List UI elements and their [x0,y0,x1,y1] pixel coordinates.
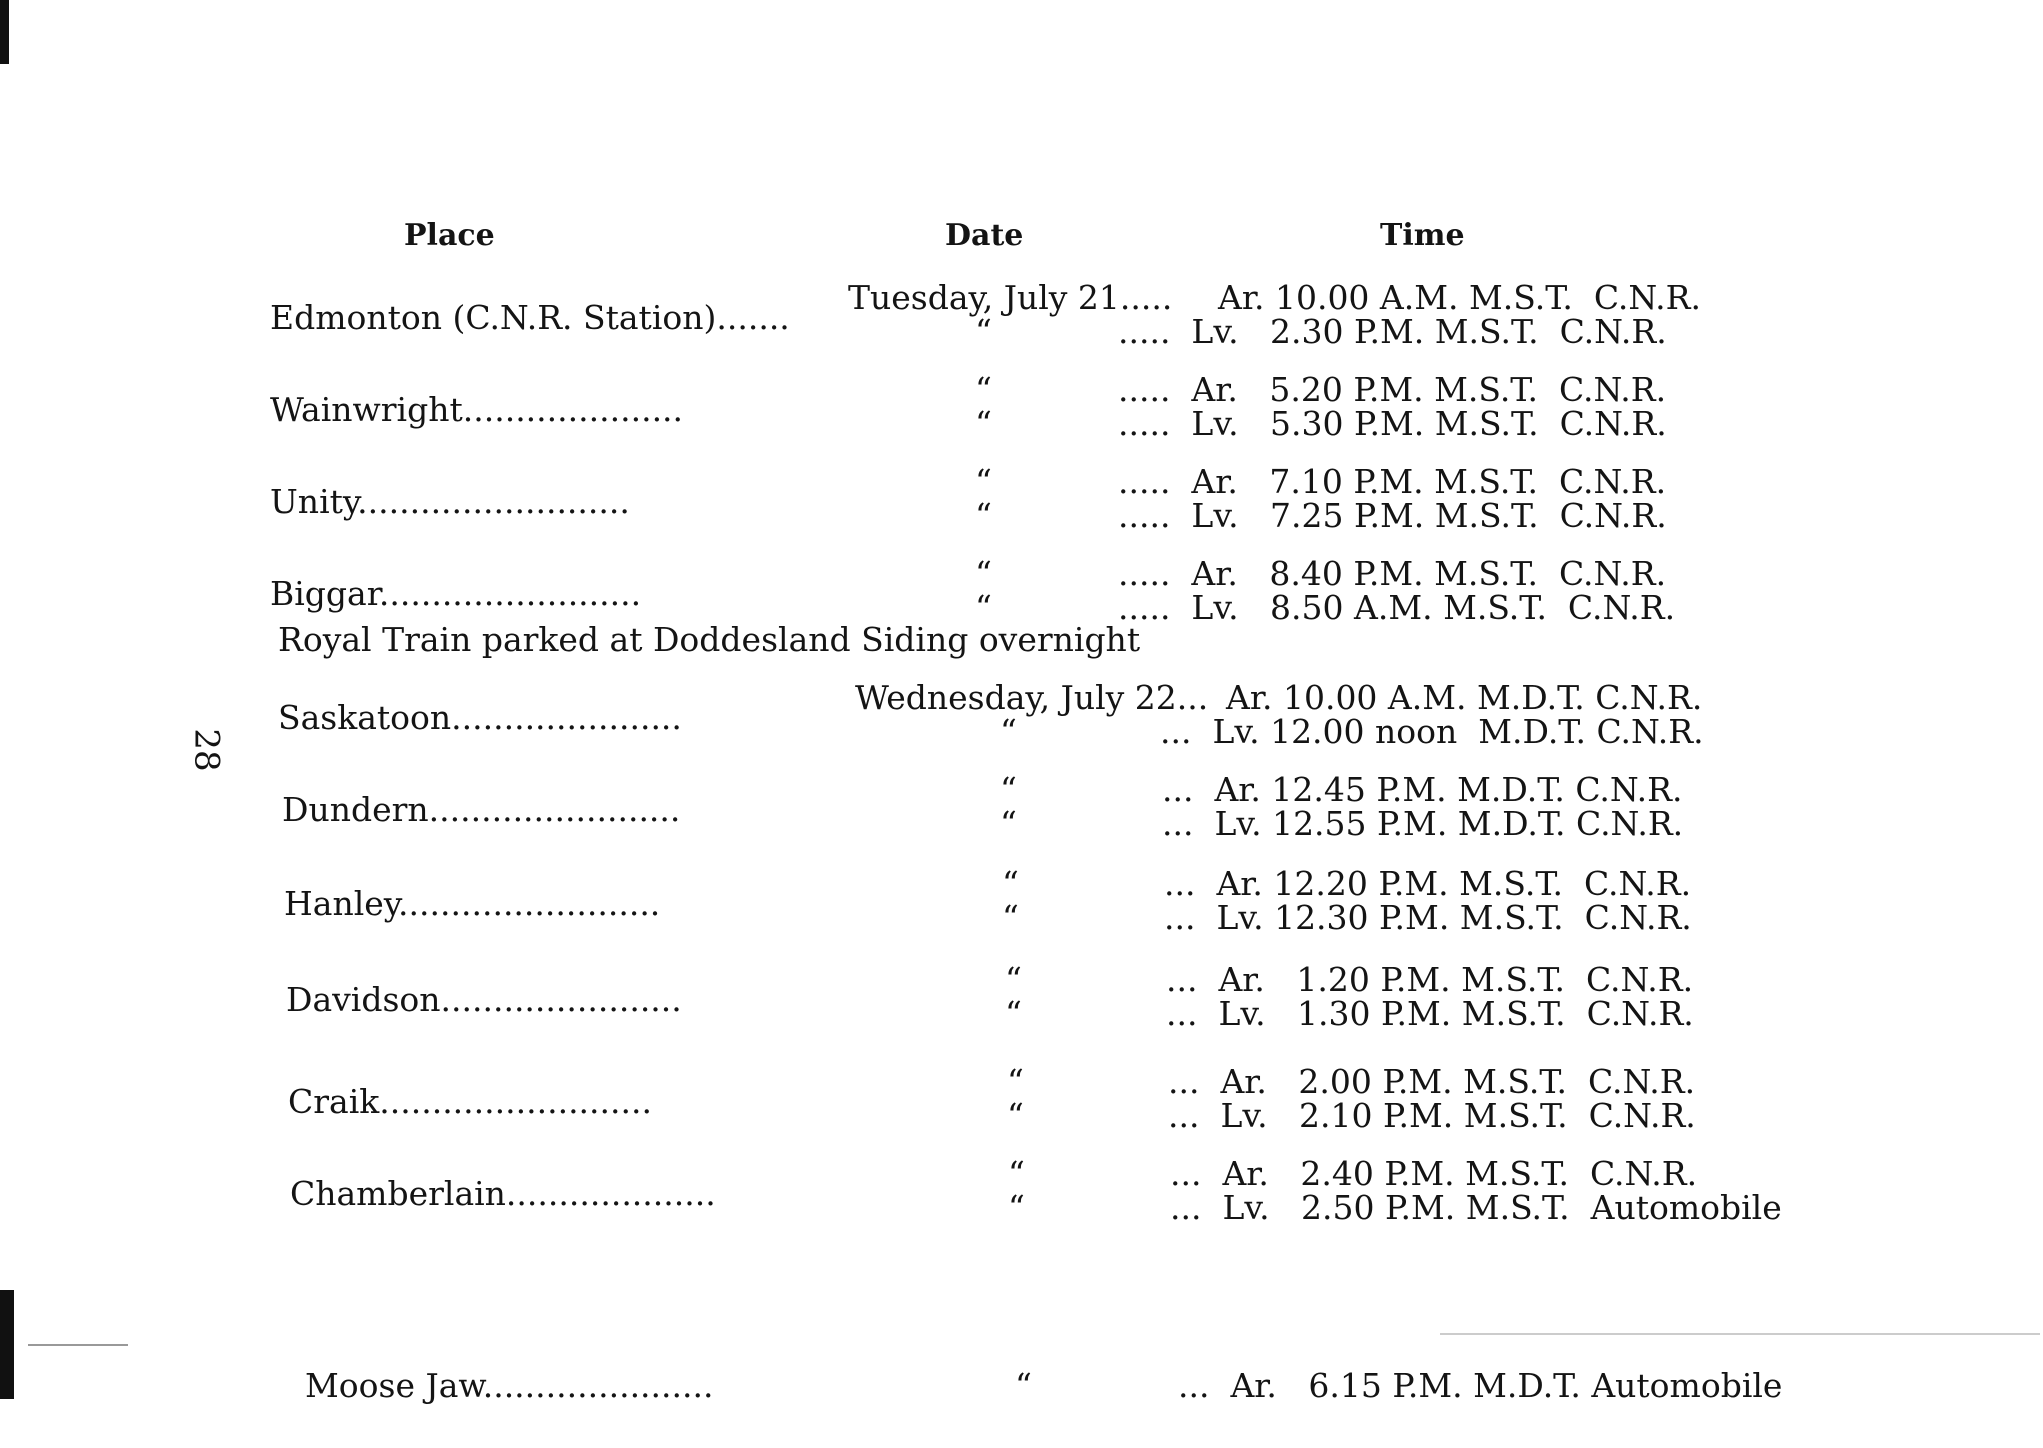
place-cell: Unity.......................... [270,482,630,521]
schedule-row [0,464,2043,544]
ditto-mark: “ [975,404,992,443]
place-cell: Biggar......................... [270,574,642,613]
schedule-row [0,1368,2043,1448]
ditto-mark: “ [1015,1366,1032,1405]
place-cell: Dundern........................ [282,790,681,829]
ditto-mark: “ [1000,804,1017,843]
ditto-mark: “ [975,312,992,351]
header-time: Time [1380,218,1465,253]
schedule-row [0,680,2043,760]
departure-time: ... Lv. 12.00 noon M.D.T. C.N.R. [1160,712,1704,751]
departure-time: ..... Lv. 5.30 P.M. M.S.T. C.N.R. [1118,404,1667,443]
departure-time: ... Lv. 2.50 P.M. M.S.T. Automobile [1170,1188,1782,1227]
departure-time: ..... Lv. 2.30 P.M. M.S.T. C.N.R. [1118,312,1667,351]
ditto-mark: “ [975,496,992,535]
scan-line-right [1440,1333,2040,1335]
ditto-mark: “ [1002,864,1019,903]
arrival-time: ... Ar. 12.45 P.M. M.D.T. C.N.R. [1162,770,1683,809]
ditto-mark: “ [1000,712,1017,751]
ditto-mark: “ [975,554,992,593]
ditto-mark: “ [975,370,992,409]
arrival-time: ... Ar. 2.40 P.M. M.S.T. C.N.R. [1170,1154,1698,1193]
overnight-note: Royal Train parked at Doddesland Siding overnight [278,620,1141,659]
ditto-mark: “ [1008,1154,1025,1193]
arrival-time: Ar. 10.00 A.M. M.S.T. C.N.R. [1218,278,1701,317]
ditto-mark: “ [975,588,992,627]
page-number: 28 [186,728,227,772]
schedule-row [0,280,2043,360]
arrival-time: ... Ar. 1.20 P.M. M.S.T. C.N.R. [1166,960,1694,999]
place-cell: Moose Jaw...................... [305,1366,714,1405]
place-cell: Craik.......................... [288,1082,652,1121]
ditto-mark: “ [1002,898,1019,937]
ditto-mark: “ [1007,1096,1024,1135]
header-date: Date [945,218,1024,253]
ditto-mark: “ [1007,1062,1024,1101]
departure-time: ..... Lv. 8.50 A.M. M.S.T. C.N.R. [1118,588,1676,627]
arrival-time: ..... Ar. 5.20 P.M. M.S.T. C.N.R. [1118,370,1667,409]
arrival-time: ... Ar. 12.20 P.M. M.S.T. C.N.R. [1164,864,1692,903]
schedule-row [0,866,2043,946]
place-cell: Saskatoon...................... [278,698,682,737]
place-cell: Edmonton (C.N.R. Station)....... [270,298,790,337]
arrival-time: ..... Ar. 7.10 P.M. M.S.T. C.N.R. [1118,462,1667,501]
place-cell: Davidson....................... [286,980,682,1019]
schedule-row [0,772,2043,852]
arrival-time: ... Ar. 6.15 P.M. M.D.T. Automobile [1178,1366,1783,1405]
ditto-mark: “ [1008,1188,1025,1227]
header-place: Place [404,218,495,253]
departure-time: ... Lv. 12.30 P.M. M.S.T. C.N.R. [1164,898,1692,937]
arrival-time: Ar. 10.00 A.M. M.D.T. C.N.R. [1226,678,1703,717]
ditto-mark: “ [1005,994,1022,1033]
ditto-mark: “ [975,462,992,501]
departure-time: ... Lv. 2.10 P.M. M.S.T. C.N.R. [1168,1096,1696,1135]
date-cell: Tuesday, July 21..... [848,278,1173,317]
place-cell: Hanley......................... [284,884,661,923]
schedule-row [0,1064,2043,1144]
arrival-time: ..... Ar. 8.40 P.M. M.S.T. C.N.R. [1118,554,1667,593]
ditto-mark: “ [1000,770,1017,809]
departure-time: ..... Lv. 7.25 P.M. M.S.T. C.N.R. [1118,496,1667,535]
date-cell: Wednesday, July 22... [855,678,1209,717]
place-cell: Chamberlain.................... [290,1174,716,1213]
scan-edge-top [0,0,9,64]
departure-time: ... Lv. 12.55 P.M. M.D.T. C.N.R. [1162,804,1684,843]
schedule-row [0,1156,2043,1236]
scan-line-left [28,1344,128,1346]
schedule-row [0,962,2043,1042]
arrival-time: ... Ar. 2.00 P.M. M.S.T. C.N.R. [1168,1062,1696,1101]
place-cell: Wainwright..................... [270,390,684,429]
departure-time: ... Lv. 1.30 P.M. M.S.T. C.N.R. [1166,994,1694,1033]
schedule-row [0,372,2043,452]
ditto-mark: “ [1005,960,1022,999]
